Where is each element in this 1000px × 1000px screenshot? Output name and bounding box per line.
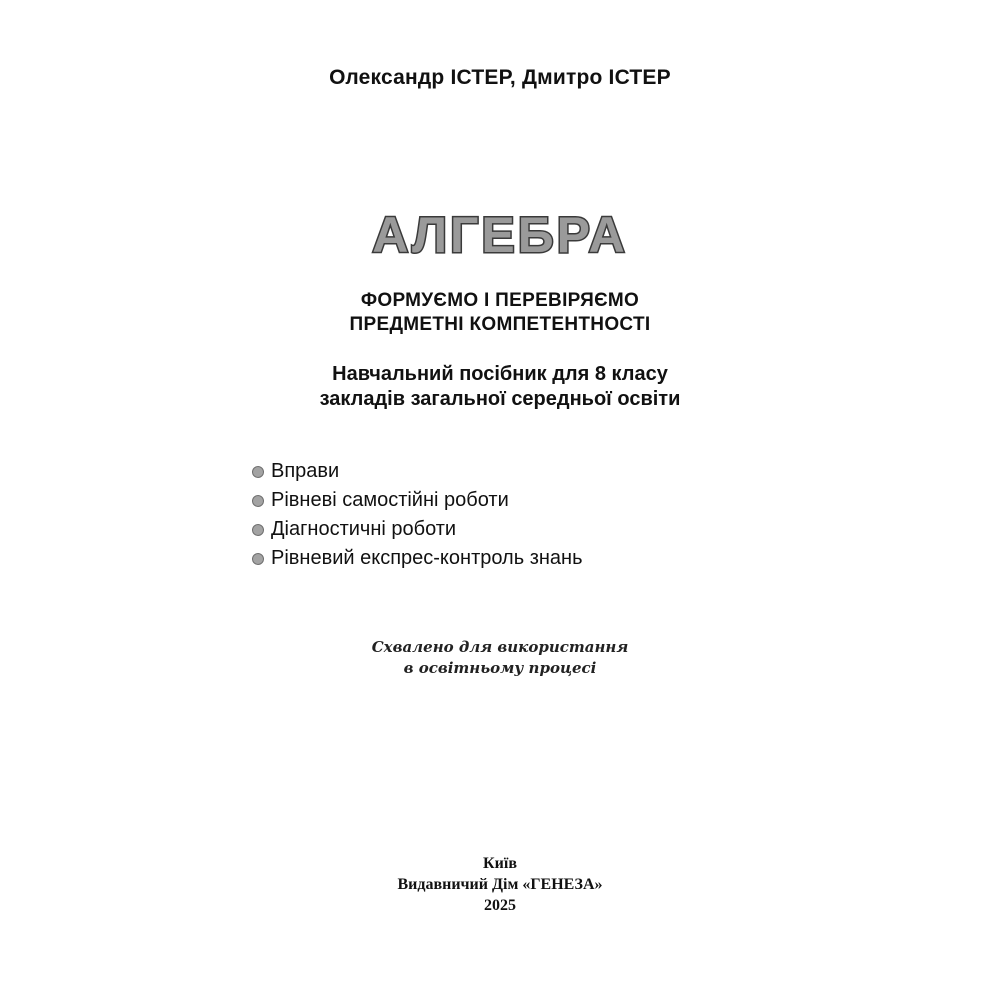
approval-note xyxy=(0,637,1000,679)
feature-item xyxy=(252,515,583,544)
feature-item xyxy=(252,486,583,515)
approval-line-2: в освітньому процесі xyxy=(403,659,597,677)
features-list xyxy=(252,457,583,573)
authors: Олександр ІСТЕР, Дмитро ІСТЕР xyxy=(329,66,671,89)
approval-line-1: Схвалено для використання xyxy=(371,638,629,656)
feature-label: Рівневий експрес-контроль знань xyxy=(271,547,583,569)
book-title-svg xyxy=(360,200,640,270)
subtitle-line-1: ФОРМУЄМО І ПЕРЕВІРЯЄМО xyxy=(360,290,640,311)
description-line-2: закладів загальної середньої освіти xyxy=(319,388,681,410)
imprint-city: Київ xyxy=(483,855,517,872)
bullet-icon xyxy=(252,466,264,478)
description xyxy=(0,362,1000,412)
feature-label: Вправи xyxy=(271,460,340,482)
imprint-year: 2025 xyxy=(484,897,516,914)
subtitle-line-2: ПРЕДМЕТНІ КОМПЕТЕНТНОСТІ xyxy=(349,314,651,335)
bullet-icon xyxy=(252,524,264,536)
book-title-text: АЛГЕБРА xyxy=(372,207,628,263)
imprint-publisher: Видавничий Дім «ГЕНЕЗА» xyxy=(397,876,603,893)
feature-label: Рівневі самостійні роботи xyxy=(271,489,509,511)
bullet-icon xyxy=(252,553,264,565)
feature-item xyxy=(252,544,583,573)
feature-item xyxy=(252,457,583,486)
imprint xyxy=(0,853,1000,916)
feature-label: Діагностичні роботи xyxy=(271,518,457,540)
subtitle xyxy=(0,289,1000,337)
bullet-icon xyxy=(252,495,264,507)
description-line-1: Навчальний посібник для 8 класу xyxy=(332,363,668,385)
book-title xyxy=(0,200,1000,270)
